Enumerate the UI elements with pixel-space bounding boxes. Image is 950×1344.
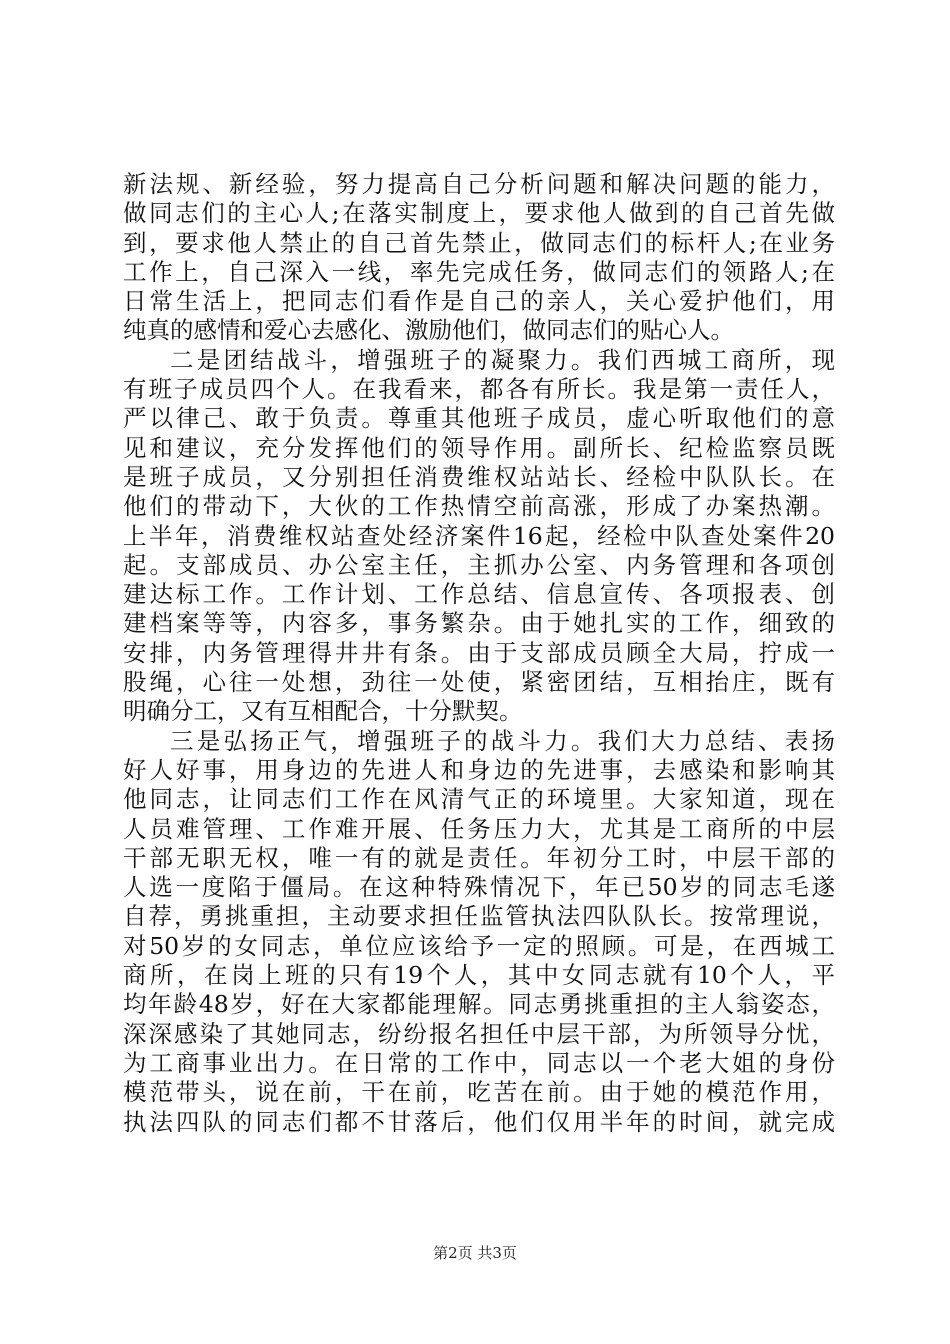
page-number-footer: 第2页 共3页 xyxy=(433,1244,517,1262)
text-line: 对50岁的女同志，单位应该给予一定的照顾。可是，在西城工 xyxy=(123,931,835,960)
text-line: 纯真的感情和爱心去感化、激励他们，做同志们的贴心人。 xyxy=(123,316,734,345)
text-line: 执法四队的同志们都不甘落后，他们仅用半年的时间，就完成 xyxy=(123,1107,835,1136)
text-line: 日常生活上，把同志们看作是自己的亲人，关心爱护他们，用 xyxy=(123,287,835,316)
text-line: 建达标工作。工作计划、工作总结、信息宣传、各项报表、创 xyxy=(123,580,835,609)
text-line: 到，要求他人禁止的自己首先禁止，做同志们的标杆人;在业务 xyxy=(123,228,835,257)
body-text xyxy=(123,170,835,1137)
text-line: 上半年，消费维权站查处经济案件16起，经检中队查处案件20 xyxy=(123,521,835,550)
text-line: 干部无职无权，唯一有的就是责任。年初分工时，中层干部的 xyxy=(123,843,835,872)
text-line: 他们的带动下，大伙的工作热情空前高涨，形成了办案热潮。 xyxy=(123,492,835,521)
text-line: 人员难管理、工作难开展、任务压力大，尤其是工商所的中层 xyxy=(123,814,835,843)
text-line: 做同志们的主心人;在落实制度上，要求他人做到的自己首先做 xyxy=(123,199,835,228)
paragraph-start-line: 三是弘扬正气，增强班子的战斗力。我们大力总结、表扬 xyxy=(170,726,835,755)
text-line: 工作上，自己深入一线，率先完成任务，做同志们的领路人;在 xyxy=(123,257,835,286)
text-line: 他同志，让同志们工作在风清气正的环境里。大家知道，现在 xyxy=(123,785,835,814)
text-line: 好人好事，用身边的先进人和身边的先进事，去感染和影响其 xyxy=(123,755,835,784)
text-line: 深深感染了其她同志，纷纷报名担任中层干部，为所领导分忧， xyxy=(123,1019,835,1048)
text-line: 起。支部成员、办公室主任，主抓办公室、内务管理和各项创 xyxy=(123,550,835,579)
text-line: 自荐，勇挑重担，主动要求担任监管执法四队队长。按常理说， xyxy=(123,902,835,931)
text-line: 股绳，心往一处想，劲往一处使，紧密团结，互相抬庄，既有 xyxy=(123,668,835,697)
text-line: 模范带头，说在前，干在前，吃苦在前。由于她的模范作用， xyxy=(123,1078,835,1107)
text-line: 商所，在岗上班的只有19个人，其中女同志就有10个人，平 xyxy=(123,961,835,990)
text-line: 新法规、新经验，努力提高自己分析问题和解决问题的能力， xyxy=(123,170,835,198)
text-line: 安排，内务管理得井井有条。由于支部成员顾全大局，拧成一 xyxy=(123,638,835,667)
text-line: 严以律己、敢于负责。尊重其他班子成员，虚心听取他们的意 xyxy=(123,404,835,433)
text-line: 人选一度陷于僵局。在这种特殊情况下，年已50岁的同志毛遂 xyxy=(123,873,835,902)
text-line: 明确分工，又有互相配合，十分默契。 xyxy=(123,697,523,726)
text-line: 见和建议，充分发挥他们的领导作用。副所长、纪检监察员既 xyxy=(123,433,835,462)
text-line: 有班子成员四个人。在我看来，都各有所长。我是第一责任人， xyxy=(123,375,835,404)
text-line: 是班子成员，又分别担任消费维权站站长、经检中队队长。在 xyxy=(123,462,835,491)
text-line: 均年龄48岁，好在大家都能理解。同志勇挑重担的主人翁姿态， xyxy=(123,990,835,1019)
text-line: 为工商事业出力。在日常的工作中，同志以一个老大姐的身份 xyxy=(123,1048,835,1077)
paragraph-start-line: 二是团结战斗，增强班子的凝聚力。我们西城工商所，现 xyxy=(170,345,835,374)
text-line: 建档案等等，内容多，事务繁杂。由于她扎实的工作，细致的 xyxy=(123,609,835,638)
